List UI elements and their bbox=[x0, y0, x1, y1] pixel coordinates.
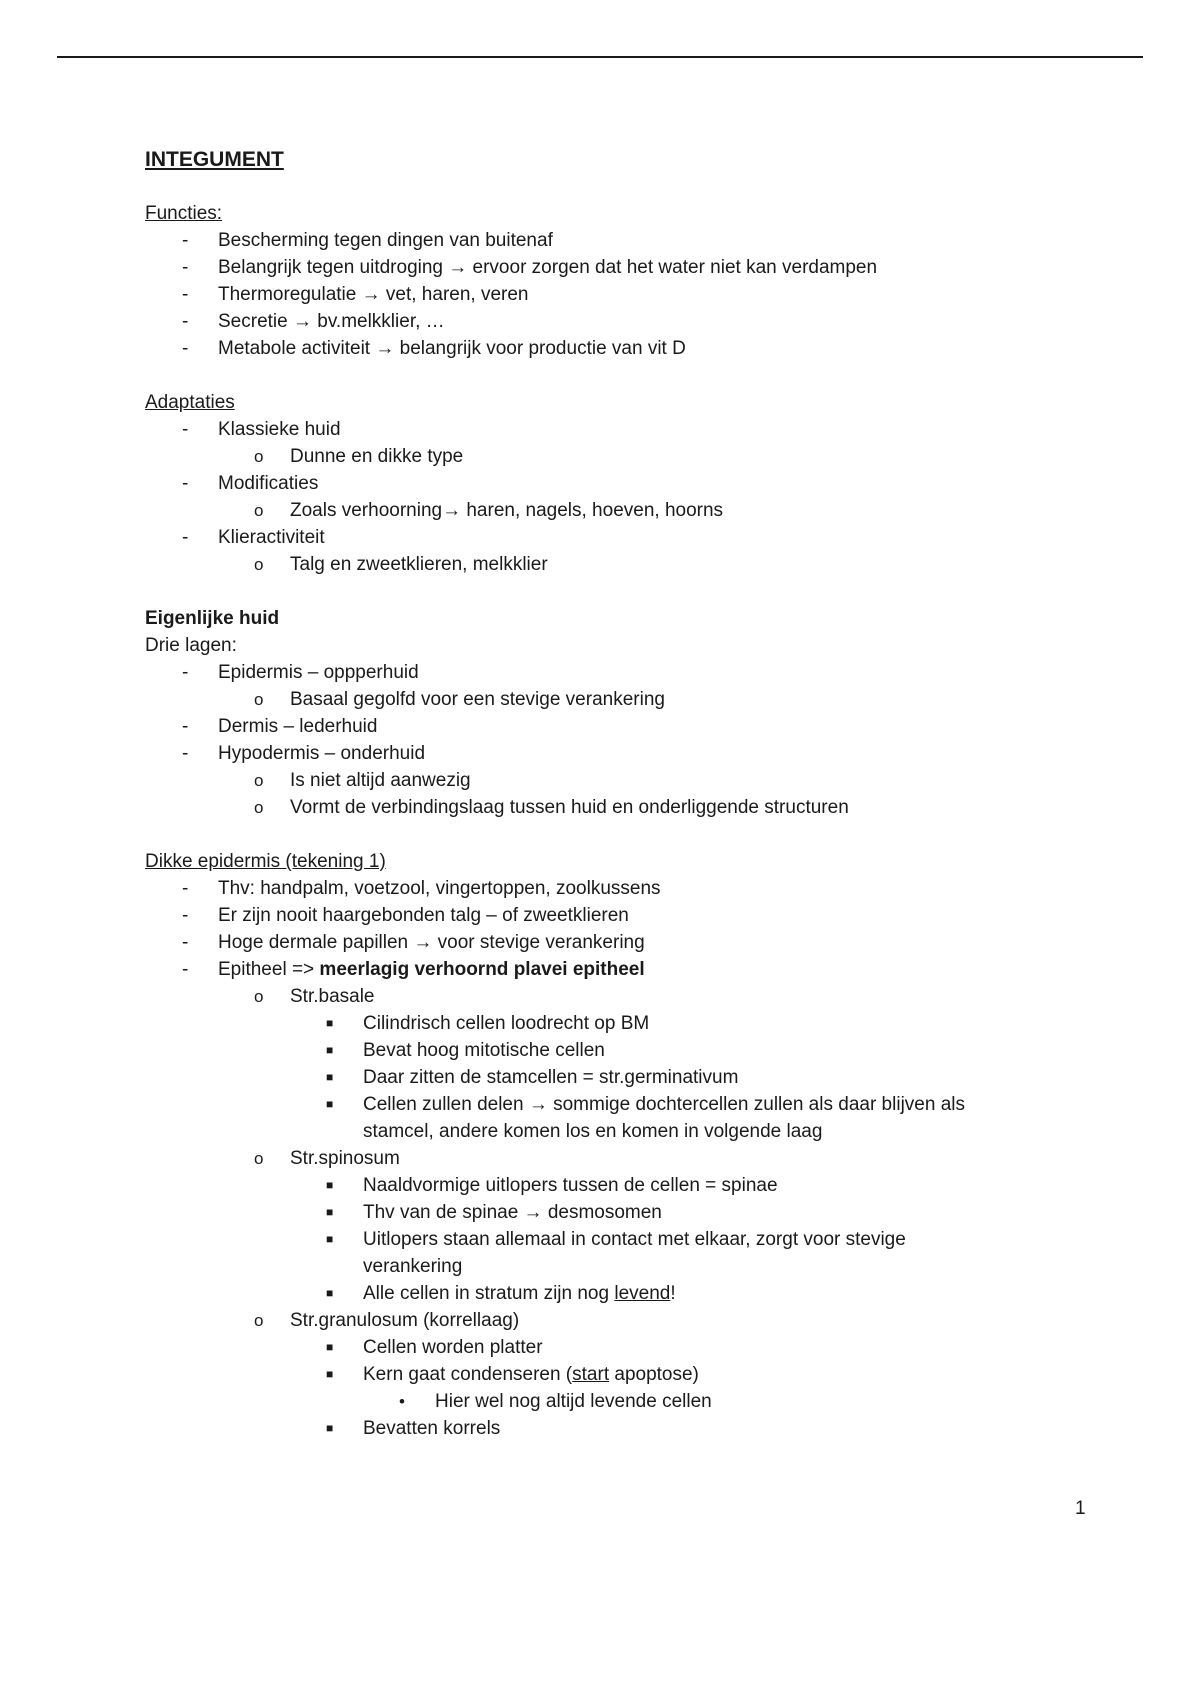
basale-item: ■ Cilindrisch cellen loodrecht op BM bbox=[326, 1013, 650, 1034]
stratum-spinosum: o Str.spinosum bbox=[254, 1148, 400, 1169]
layer-item: - Hypodermis – onderhuid bbox=[182, 743, 426, 764]
functies-item: - Bescherming tegen dingen van buitenaf bbox=[182, 230, 553, 251]
spinosum-item: ■ Naaldvormige uitlopers tussen de cellen = spinae bbox=[326, 1175, 778, 1196]
basale-item: ■ Daar zitten de stamcellen = str.germinativum bbox=[326, 1067, 739, 1088]
functies-heading: Functies: bbox=[145, 203, 223, 224]
page-title: INTEGUMENT bbox=[145, 148, 284, 171]
functies-item: - Metabole activiteit → belangrijk voor productie van vit D bbox=[182, 338, 686, 359]
functies-item: - Secretie → bv.melkklier, … bbox=[182, 311, 445, 332]
basale-item-continued: stamcel, andere komen los en komen in volgende laag bbox=[363, 1121, 823, 1142]
adaptaties-item: - Klassieke huid bbox=[182, 419, 341, 440]
spinosum-item: ■ Thv van de spinae → desmosomen bbox=[326, 1202, 662, 1223]
basale-item: ■ Cellen zullen delen → sommige dochtercellen zullen als daar blijven als bbox=[326, 1094, 965, 1115]
document-body bbox=[145, 146, 1105, 1442]
granulosum-item: ■ Bevatten korrels bbox=[326, 1418, 501, 1439]
layer-subitem: o Basaal gegolfd voor een stevige verankering bbox=[254, 689, 665, 710]
adaptaties-item: - Klieractiviteit bbox=[182, 527, 325, 548]
dikke-epidermis-item: - Epitheel => meerlagig verhoornd plavei epitheel bbox=[182, 959, 645, 980]
header-rule bbox=[57, 56, 1143, 58]
adaptaties-subitem: o Dunne en dikke type bbox=[254, 446, 464, 467]
granulosum-subitem: • Hier wel nog altijd levende cellen bbox=[399, 1391, 712, 1412]
functies-item: - Belangrijk tegen uitdroging → ervoor zorgen dat het water niet kan verdampen bbox=[182, 257, 878, 278]
basale-item: ■ Bevat hoog mitotische cellen bbox=[326, 1040, 605, 1061]
adaptaties-subitem: o Talg en zweetklieren, melkklier bbox=[254, 554, 548, 575]
dikke-epidermis-item: - Hoge dermale papillen → voor stevige verankering bbox=[182, 932, 645, 953]
functies-item: - Thermoregulatie → vet, haren, veren bbox=[182, 284, 529, 305]
dikke-epidermis-item: - Thv: handpalm, voetzool, vingertoppen, zoolkussens bbox=[182, 878, 661, 899]
layer-subitem: o Is niet altijd aanwezig bbox=[254, 770, 471, 791]
drie-lagen-intro: Drie lagen: bbox=[145, 635, 237, 656]
adaptaties-subitem: o Zoals verhoorning→ haren, nagels, hoeven, hoorns bbox=[254, 500, 724, 521]
spinosum-item: ■ Alle cellen in stratum zijn nog levend! bbox=[326, 1283, 676, 1304]
dikke-epidermis-item: - Er zijn nooit haargebonden talg – of zweetklieren bbox=[182, 905, 629, 926]
granulosum-item: ■ Cellen worden platter bbox=[326, 1337, 543, 1358]
layer-item: - Epidermis – oppperhuid bbox=[182, 662, 419, 683]
layer-subitem: o Vormt de verbindingslaag tussen huid en onderliggende structuren bbox=[254, 797, 849, 818]
adaptaties-heading: Adaptaties bbox=[145, 392, 235, 413]
eigenlijke-huid-heading: Eigenlijke huid bbox=[145, 608, 280, 629]
granulosum-item: ■ Kern gaat condenseren (start apoptose) bbox=[326, 1364, 699, 1385]
page-number: 1 bbox=[1075, 1498, 1086, 1519]
stratum-granulosum: o Str.granulosum (korrellaag) bbox=[254, 1310, 520, 1331]
spinosum-item-continued: verankering bbox=[363, 1256, 463, 1277]
adaptaties-item: - Modificaties bbox=[182, 473, 319, 494]
layer-item: - Dermis – lederhuid bbox=[182, 716, 378, 737]
spinosum-item: ■ Uitlopers staan allemaal in contact met elkaar, zorgt voor stevige bbox=[326, 1229, 906, 1250]
dikke-epidermis-heading: Dikke epidermis (tekening 1) bbox=[145, 851, 386, 872]
stratum-basale: o Str.basale bbox=[254, 986, 375, 1007]
